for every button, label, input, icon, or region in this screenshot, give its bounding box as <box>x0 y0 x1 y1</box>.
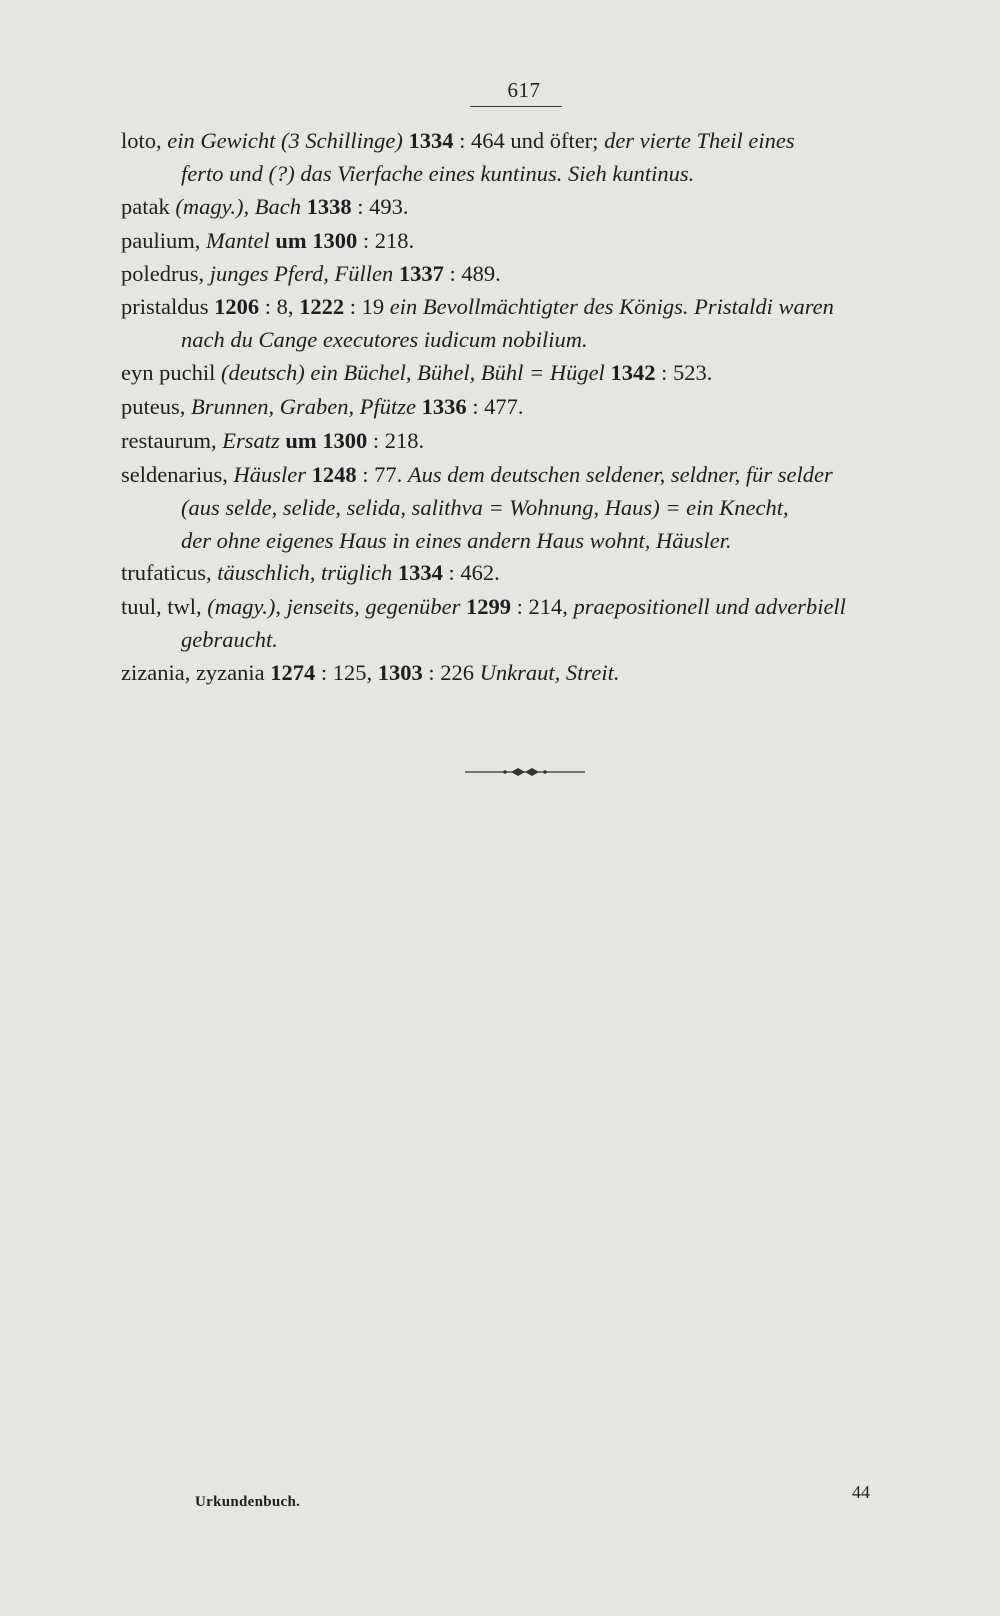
glossary-entry <box>121 390 921 423</box>
entry-text: : 218. <box>357 228 415 253</box>
entry-line <box>121 458 921 491</box>
citation-year: 1248 <box>311 462 357 487</box>
citation-year: 1342 <box>610 360 656 385</box>
citation-year: 1206 <box>214 294 260 319</box>
citation-year: 1222 <box>299 294 345 319</box>
sheet-signature: Urkundenbuch. <box>195 1494 301 1510</box>
entry-text: : 464 und öfter; <box>453 128 605 153</box>
entry-text: : 493. <box>351 194 409 219</box>
definition-text: junges Pferd, Füllen <box>209 261 394 286</box>
entry-text: eyn puchil <box>121 360 221 385</box>
glossary-entry <box>121 290 921 356</box>
glossary-entry <box>121 356 921 389</box>
entry-text: tuul, twl, <box>121 594 208 619</box>
entry-line <box>121 590 921 623</box>
entry-text: paulium, <box>121 228 206 253</box>
entry-continuation-line <box>121 157 921 190</box>
definition-text: (deutsch) ein Büchel, Bühel, Bühl = Hügel <box>220 360 605 385</box>
entry-line <box>121 424 921 457</box>
entry-text: restaurum, <box>121 428 223 453</box>
section-end-ornament <box>465 765 585 779</box>
page-number: 617 <box>507 78 541 102</box>
glossary-entry <box>121 590 921 656</box>
entry-continuation-line <box>121 491 921 524</box>
entry-continuation-line <box>121 524 921 557</box>
definition-text: der vierte Theil eines <box>604 128 795 153</box>
entry-text: seldenarius, <box>121 462 234 487</box>
entry-line <box>121 224 921 257</box>
entry-text: puteus, <box>121 394 191 419</box>
definition-text: praepositionell und adverbiell <box>573 594 846 619</box>
definition-text: gebraucht. <box>181 627 278 652</box>
entry-line <box>121 190 921 223</box>
entry-text: : 77. <box>356 462 408 487</box>
glossary-entry <box>121 424 921 457</box>
definition-text: Aus dem deutschen seldener, seldner, für selder <box>407 462 833 487</box>
citation-year: um 1300 <box>275 228 358 253</box>
glossary-entry <box>121 656 921 689</box>
entry-line <box>121 656 921 689</box>
entry-text: : 8, <box>259 294 300 319</box>
glossary-entry <box>121 556 921 589</box>
definition-text: Unkraut, Streit. <box>479 660 620 685</box>
citation-year: um 1300 <box>285 428 368 453</box>
glossary-entry <box>121 190 921 223</box>
entry-text: : 226 <box>422 660 480 685</box>
definition-text: (magy.), jenseits, gegenüber <box>207 594 461 619</box>
entry-line <box>121 290 921 323</box>
entry-text: pristaldus <box>121 294 215 319</box>
entry-text: : 462. <box>442 560 500 585</box>
entry-text: : 489. <box>443 261 501 286</box>
entry-text: patak <box>121 194 176 219</box>
citation-year: 1337 <box>398 261 444 286</box>
page-number-rule <box>470 106 562 107</box>
glossary-entry <box>121 224 921 257</box>
definition-text: (magy.), Bach <box>175 194 301 219</box>
citation-year: 1274 <box>270 660 316 685</box>
definition-text: (aus selde, selide, selida, salithva = Wohnung, Haus) = ein Knecht, <box>181 495 789 520</box>
definition-text: ein Gewicht (3 Schillinge) <box>167 128 403 153</box>
citation-year: 1299 <box>465 594 511 619</box>
definition-text: Mantel <box>206 228 270 253</box>
glossary-entry <box>121 458 921 557</box>
entry-text: poledrus, <box>121 261 210 286</box>
definition-text: Häusler <box>233 462 306 487</box>
entry-continuation-line <box>121 323 921 356</box>
sheet-number: 44 <box>852 1482 870 1502</box>
citation-year: 1303 <box>377 660 423 685</box>
definition-text: Ersatz <box>222 428 280 453</box>
definition-text: Brunnen, Graben, Pfütze <box>191 394 416 419</box>
citation-year: 1334 <box>397 560 443 585</box>
definition-text: ferto und (?) das Vierfache eines kuntinus. Sieh kuntinus. <box>181 161 695 186</box>
definition-text: der ohne eigenes Haus in eines andern Haus wohnt, Häusler. <box>181 528 732 553</box>
entry-text: : 214, <box>510 594 574 619</box>
entry-line <box>121 257 921 290</box>
citation-year: 1336 <box>421 394 467 419</box>
entry-line <box>121 390 921 423</box>
entry-line <box>121 124 921 157</box>
entry-line <box>121 356 921 389</box>
citation-year: 1334 <box>408 128 454 153</box>
glossary-entry <box>121 124 921 190</box>
entry-text: trufaticus, <box>121 560 218 585</box>
definition-text: ein Bevollmächtigter des Königs. Pristaldi waren <box>389 294 834 319</box>
definition-text: täuschlich, trüglich <box>217 560 393 585</box>
entry-line <box>121 556 921 589</box>
entry-text: : 125, <box>315 660 378 685</box>
entry-text: : 523. <box>655 360 713 385</box>
entry-text: : 477. <box>466 394 524 419</box>
glossary-entry <box>121 257 921 290</box>
entry-continuation-line <box>121 623 921 656</box>
citation-year: 1338 <box>306 194 352 219</box>
entry-text: loto, <box>121 128 168 153</box>
entry-text: zizania, zyzania <box>121 660 271 685</box>
definition-text: nach du Cange executores iudicum nobilium. <box>181 327 588 352</box>
entry-text: : 19 <box>344 294 390 319</box>
entry-text: : 218. <box>367 428 425 453</box>
